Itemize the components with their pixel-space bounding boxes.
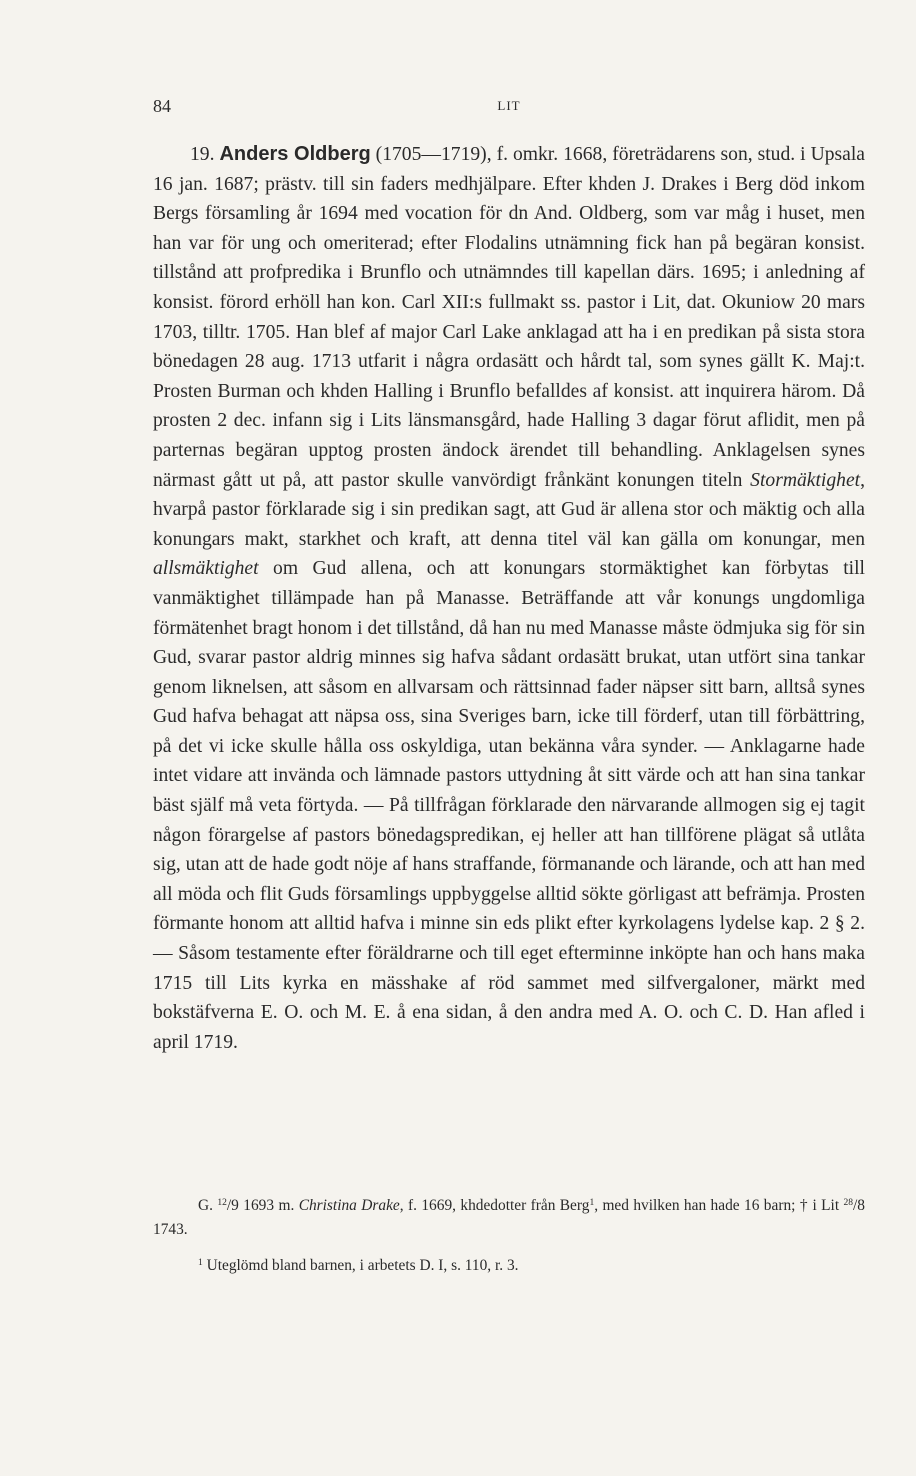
entry-text-part-1: (1705—1719), f. omkr. 1668, företrädarens son, stud. i Upsala 16 jan. 1687; prästv. till sin faders medhjälpare. Efter khden J. Drakes i Berg död inkom Bergs församling år 1694 med vocation för dn And. Oldberg, som var måg i huset, men han var för ung och omeriterad; efter Flodalins utnämning fick han på begäran konsist. tillstånd att profpredika i Brunflo och utnämndes till kapellan därs. 1695; i anledning af konsist. förord erhöll han kon. Carl XII:s fullmakt ss. pastor i Lit, dat. Okuniow 20 mars 1703, tilltr. 1705. Han blef af major Carl Lake anklagad att ha i en predikan på sista stora bönedagen 28 aug. 1713 utfarit i några ordasätt och hårdt tal, som synes gällt K. Maj:t. Prosten Burman och khden Halling i Brunflo befalldes af konsist. att inquirera härom. Då prosten 2 dec. infann sig i Lits länsmansgård, hade Halling 3 dagar förut aflidit, men på parternas begäran upptog prosten ändock ärendet till behandling. Anklagelsen synes närmast gått ut på, att pastor skulle vanvördigt frånkänt konungen titeln <box>153 144 865 491</box>
running-title: LIT <box>497 98 521 113</box>
biography-entry <box>153 140 865 1057</box>
footnote-text: Uteglömd bland barnen, i arbetets D. I, s. 110, r. 3. <box>202 1257 519 1274</box>
spouse-name: Christina Drake <box>298 1197 400 1214</box>
footnote-reference: 1 <box>589 1196 595 1208</box>
italic-term-stormaktighet: Stormäktighet <box>750 469 861 491</box>
entry-paragraph <box>153 140 865 1057</box>
page-number: 84 <box>153 96 171 116</box>
entry-text-part-3: om Gud allena, och att konungars stormäktighet kan förbytas till vanmäktighet tillämpade han på Manasse. Beträffande att vår konungs ungdomliga förmätenhet bragt honom i det tillstånd, då han nu med Manasse måste ödmjuka sig för sin Gud, svarar pastor aldrig minnes sig hafva sådant ordasätt brukat, utan utfört sina tankar genom liknelsen, att såsom en allvarsam och rättsinnad fader näpser sitt barn, alltså synes Gud hafva behagat att näpsa oss, sina Sveriges barn, icke till förderf, utan till förbättring, på det vi icke skulle hålla oss oskyldiga, utan bekänna våra synder. — Anklagarne hade intet vidare att invända och lämnade pastors uttydning åt sitt värde och att han sina tankar bäst själf må veta förtyda. — På tillfrågan förklarade den närvarande allmogen sig ej tagit någon förargelse af pastors bönedagspredikan, ej heller att han tillförene plägat så utlåta sig, utan att de hade godt nöje af hans straffande, förmanande och lärande, och att han med all möda och flit Guds församlings uppbyggelse alltid sökte görligast att befrämja. Prosten förmante honom att alltid hafva i minne sin eds plikt efter kyrkolagens lydelse kap. 2 § 2. — Såsom testamente efter föräldrarne och till eget efterminne inköpte han och hans maka 1715 till Lits kyrka en mässhake af röd sammet med silfvergaloner, märkt med bokstäfverna E. O. och M. E. å ena sidan, å den andra med A. O. och C. D. Han afled i april 1719. <box>153 558 865 1053</box>
marriage-text-part-1: 1693 m. <box>238 1197 299 1214</box>
marriage-note-paragraph <box>153 1194 865 1242</box>
footnote <box>153 1255 865 1277</box>
marriage-date-month: /9 <box>226 1197 239 1214</box>
death-date-day: 28 <box>843 1196 854 1208</box>
marriage-text-part-3: , med hvilken han hade 16 barn; † i Lit <box>594 1197 844 1214</box>
marriage-prefix: G. <box>198 1197 218 1214</box>
marriage-date-day: 12 <box>217 1196 227 1208</box>
entry-text-part-2: , hvarpå pastor förklarade sig i sin predikan sagt, att Gud är allena stor och mäktig och alla konungars makt, starkhet och kraft, att denna titel väl kan gälla om konungar, men <box>153 469 865 550</box>
entry-name: Anders Oldberg <box>219 143 371 165</box>
entry-number: 19. <box>190 144 215 165</box>
italic-term-allsmaktighet: allsmäktighet <box>153 558 259 580</box>
marriage-note <box>153 1194 865 1242</box>
footnote-marker: 1 <box>198 1256 203 1268</box>
marriage-text-part-2: , f. 1669, khdedotter från Berg <box>399 1197 590 1214</box>
marriage-text-part-4: 1743. <box>153 1221 188 1238</box>
death-date-month: /8 <box>853 1197 866 1214</box>
footnote-paragraph <box>153 1255 865 1277</box>
running-head <box>153 96 865 120</box>
